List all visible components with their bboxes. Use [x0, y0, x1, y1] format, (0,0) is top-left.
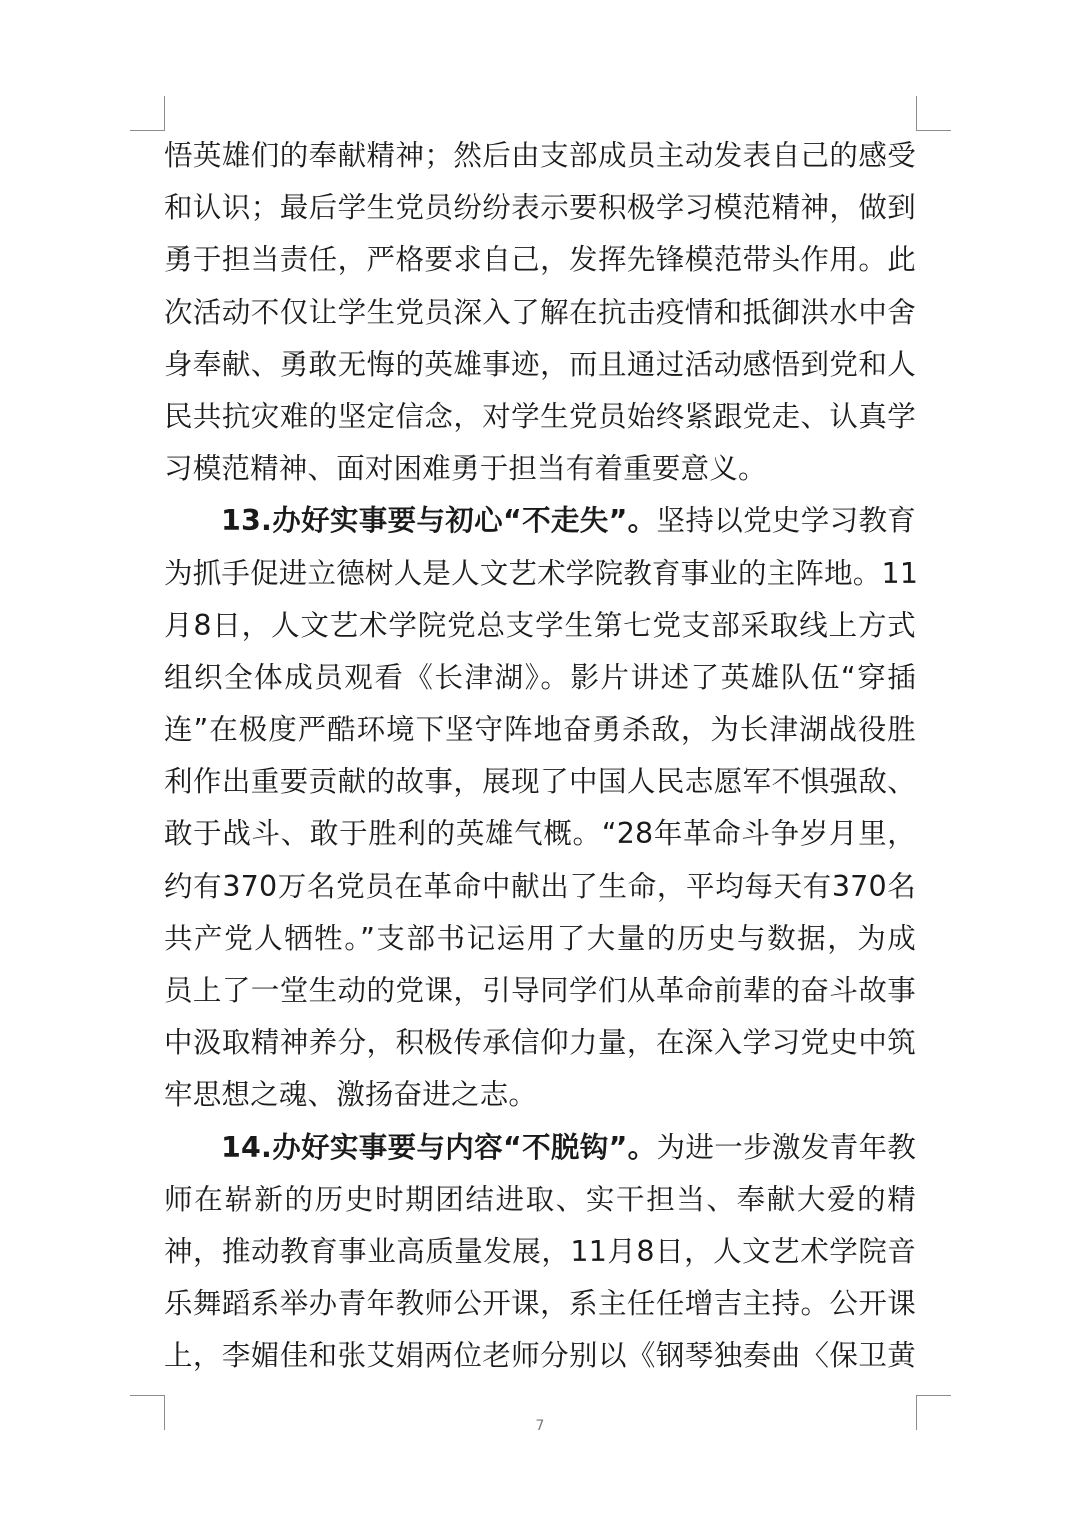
- text-line: 牢思想之魂、激扬奋进之志。: [164, 1078, 538, 1112]
- text-line: 中汲取精神养分，积极传承信仰力量，在深入学习党史中筑: [164, 1026, 916, 1060]
- text-run: 坚持以党史学习教育: [656, 504, 916, 538]
- paragraph-14: [164, 1122, 916, 1383]
- text-line: 上，李媚佳和张艾娟两位老师分别以《钢琴独奏曲〈保卫黄: [164, 1339, 916, 1373]
- text-line: 敢于战斗、敢于胜利的英雄气概。“28年革命斗争岁月里，: [164, 817, 916, 851]
- text-line: 民共抗灾难的坚定信念，对学生党员始终紧跟党走、认真学: [164, 399, 916, 433]
- page-number: 7: [535, 1418, 545, 1434]
- section-heading-14: 14.办好实事要与内容“不脱钩”。: [221, 1130, 657, 1164]
- paragraph-13: [164, 495, 919, 1121]
- text-line: 师在崭新的历史时期团结进取、实干担当、奉献大爱的精: [164, 1182, 916, 1216]
- text-line: 次活动不仅让学生党员深入了解在抗击疫情和抵御洪水中舍: [164, 295, 916, 329]
- text-line: 乐舞蹈系举办青年教师公开课，系主任任增吉主持。公开课: [164, 1287, 916, 1321]
- text-line-first: [164, 1122, 916, 1174]
- paragraph-1: [164, 130, 916, 495]
- text-line: 员上了一堂生动的党课，引导同学们从革命前辈的奋斗故事: [164, 974, 916, 1007]
- text-line: 为抓手促进立德树人是人文艺术学院教育事业的主阵地。11: [164, 556, 919, 590]
- crop-mark-top-right: [916, 96, 951, 131]
- text-line: 月8日，人文艺术学院党总支学生第七党支部采取线上方式: [164, 608, 916, 642]
- document-body: [164, 130, 919, 1383]
- text-line: 悟英雄们的奉献精神；然后由支部成员主动发表自己的感受: [164, 139, 916, 172]
- text-run: 为进一步激发青年教: [656, 1130, 916, 1164]
- text-line-first: [164, 495, 916, 547]
- text-line: 神，推动教育事业高质量发展，11月8日，人文艺术学院音: [164, 1234, 916, 1268]
- text-line: 约有370万名党员在革命中献出了生命，平均每天有370名: [164, 869, 916, 903]
- text-line: 和认识；最后学生党员纷纷表示要积极学习模范精神，做到: [164, 191, 916, 225]
- text-line: 勇于担当责任，严格要求自己，发挥先锋模范带头作用。此: [164, 243, 916, 277]
- text-line: 习模范精神、面对困难勇于担当有着重要意义。: [164, 452, 767, 486]
- crop-mark-top-left: [130, 96, 165, 131]
- section-heading-13: 13.办好实事要与初心“不走失”。: [221, 504, 657, 538]
- text-line: 组织全体成员观看《长津湖》。影片讲述了英雄队伍“穿插: [164, 660, 916, 694]
- text-line: 身奉献、勇敢无悔的英雄事迹，而且通过活动感悟到党和人: [164, 347, 916, 381]
- text-line: 利作出重要贡献的故事，展现了中国人民志愿军不惧强敌、: [164, 765, 916, 799]
- text-line: 连”在极度严酷环境下坚守阵地奋勇杀敌，为长津湖战役胜: [164, 713, 916, 747]
- text-line: 共产党人牺牲。”支部书记运用了大量的历史与数据，为成: [164, 921, 916, 955]
